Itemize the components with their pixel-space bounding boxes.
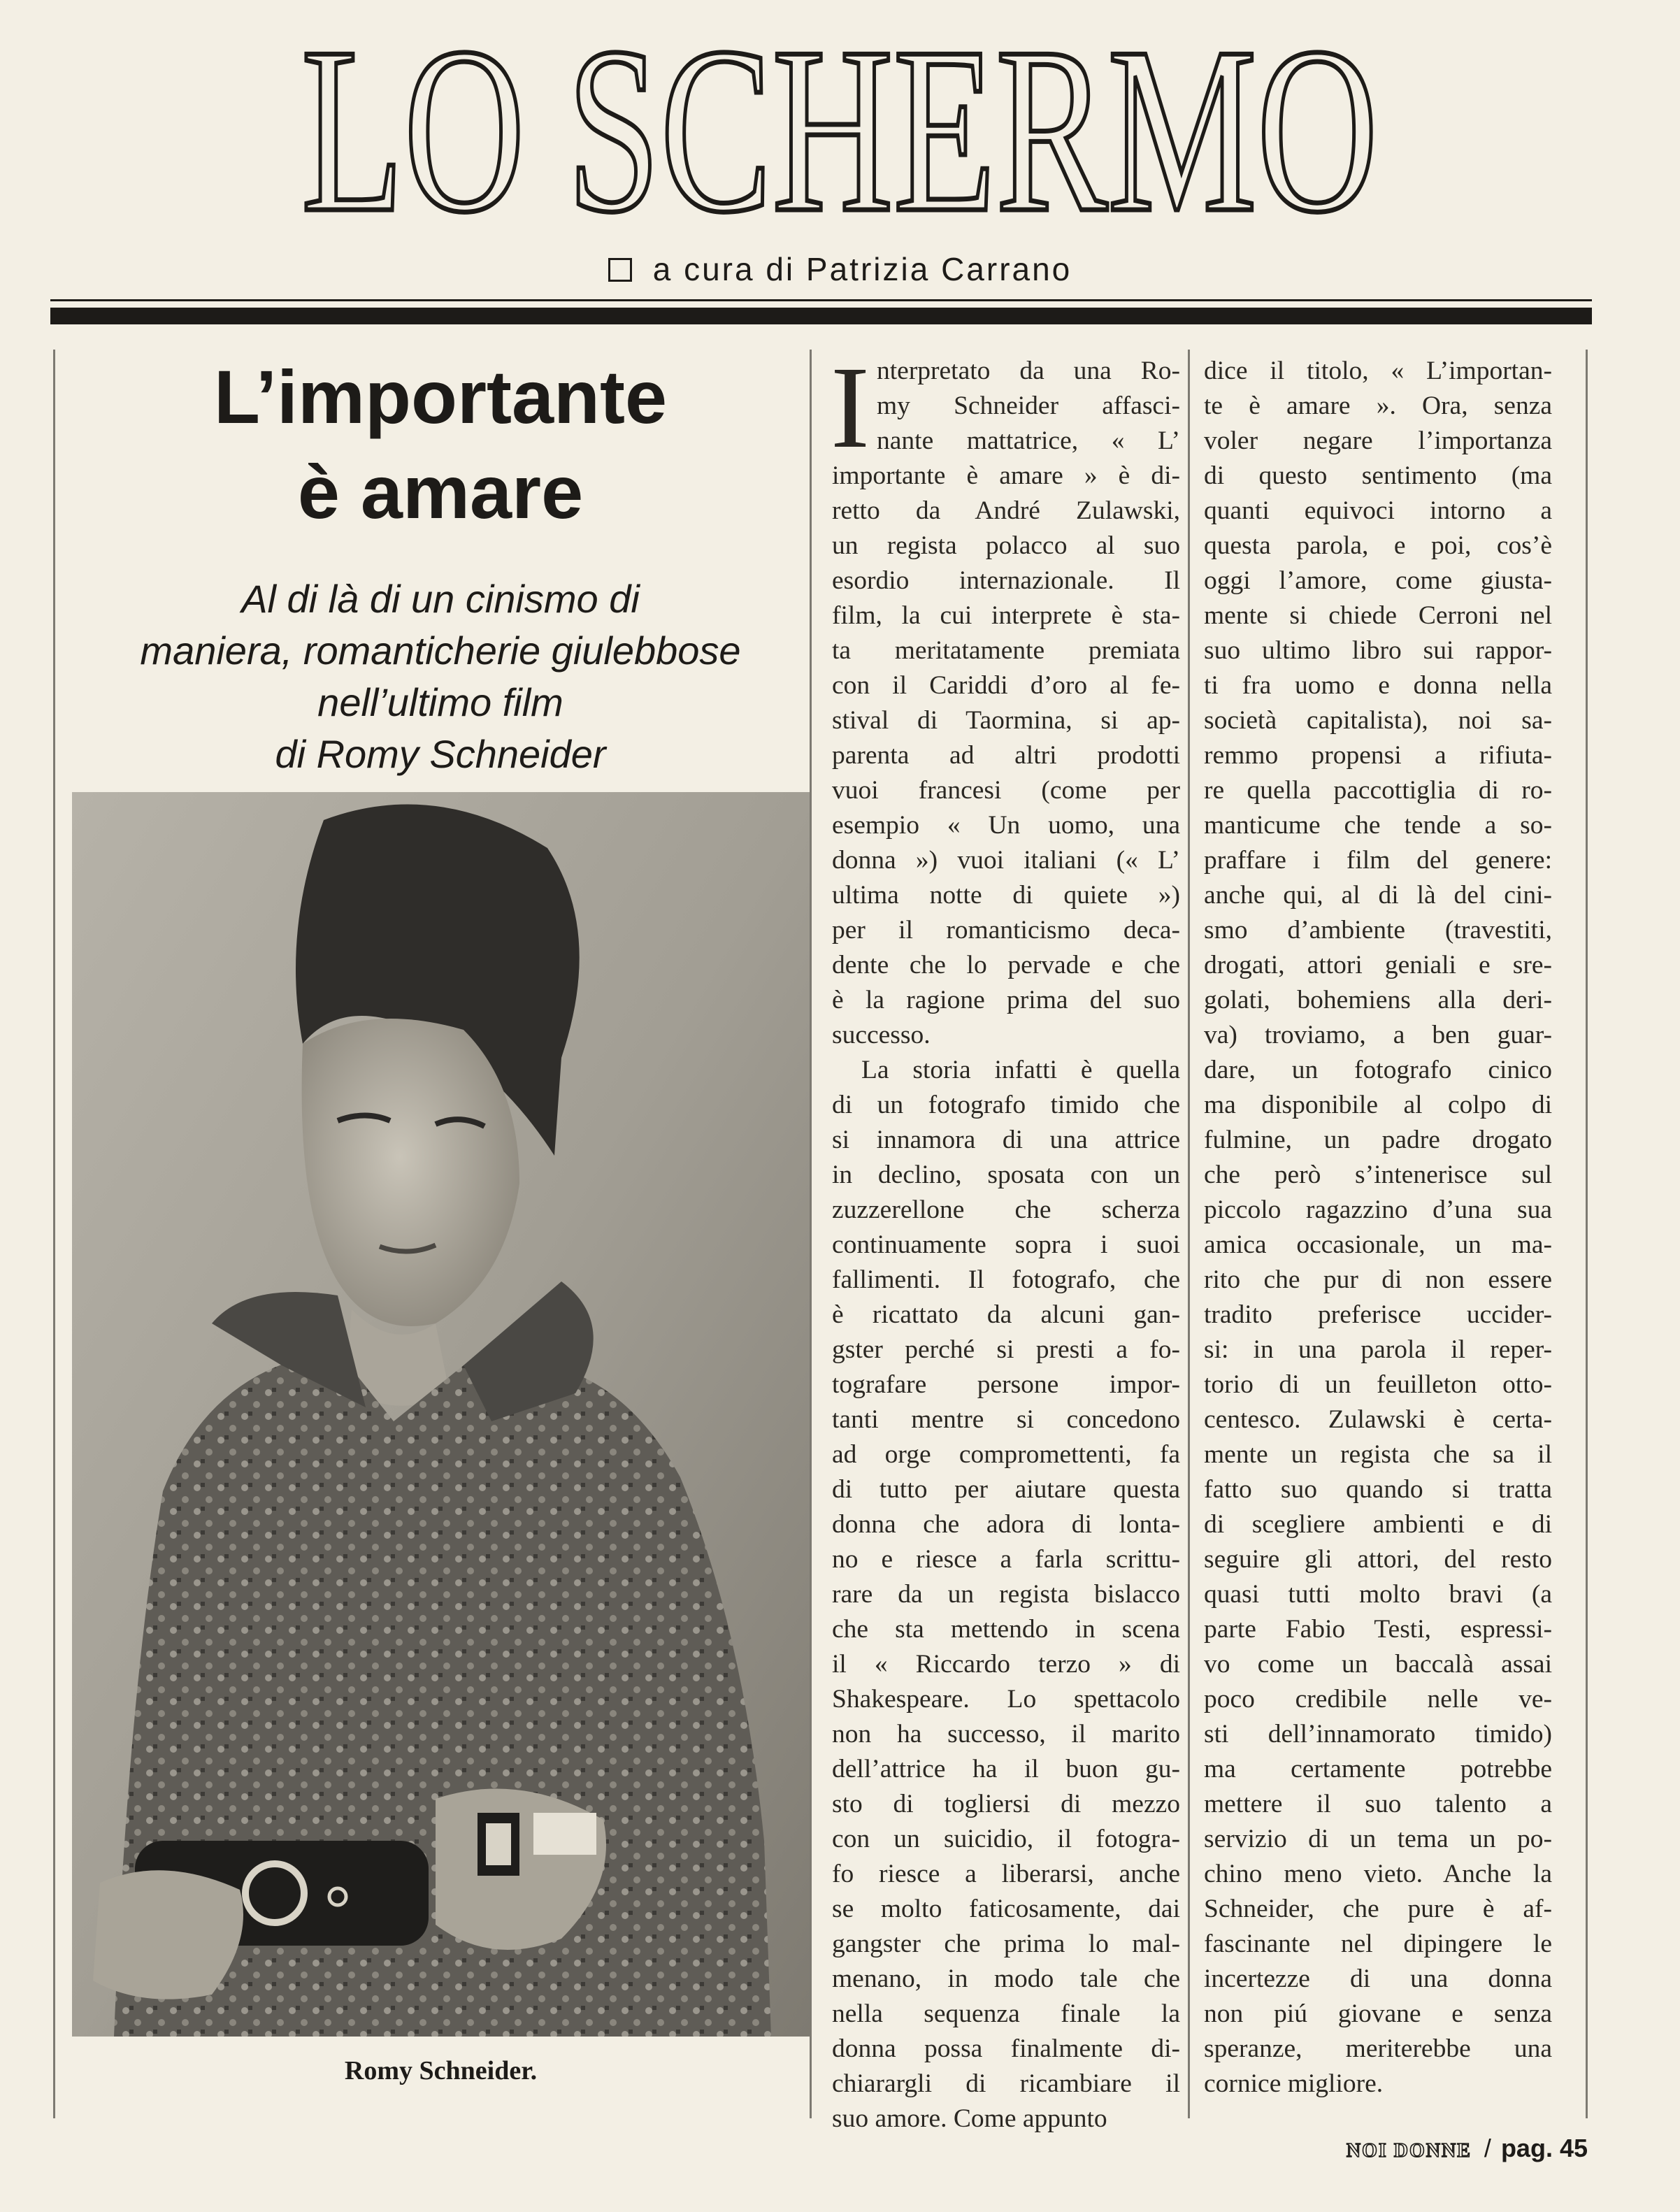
text-line: amica occasionale, un ma- [1204,1230,1552,1259]
text-line: voler negare l’importanza [1204,426,1552,455]
photo-caption: Romy Schneider. [344,2056,538,2085]
text-line: suo ultimo libro sui rappor- [1204,636,1552,665]
text-line: fo riesce a liberarsi, anche [832,1860,1180,1888]
text-line: manticume che tende a so- [1204,811,1552,840]
text-line: retto da André Zulawski, [832,496,1180,525]
drop-cap: I [831,343,870,473]
text-line: suo amore. Come appunto [832,2104,1107,2133]
text-line: fascinante nel dipingere le [1204,1930,1552,1958]
text-line: dare, un fotografo cinico [1204,1056,1552,1084]
text-line: speranze, meriterebbe una [1204,2034,1552,2063]
column-2-lines [1204,354,1552,2102]
text-line: ta meritatamente premiata [832,636,1180,665]
text-line: dente che lo pervade e che [832,951,1180,979]
text-line: di questo sentimento (ma [1204,461,1552,490]
top-rule-thin [50,299,1592,301]
column-divider-1 [810,350,812,2118]
subtitle-line: di Romy Schneider [275,732,606,776]
text-line: nterpretato da una Ro- [877,357,1180,385]
text-line: te è amare ». Ora, senza [1204,392,1552,420]
checkbox-square-icon [608,258,632,282]
text-line: ad orge compromettenti, fa [832,1440,1180,1469]
page-number: pag. 45 [1500,2134,1588,2162]
page-footer [1347,2134,1588,2163]
text-line: parte Fabio Testi, espressi- [1204,1615,1552,1644]
text-line: chino meno vieto. Anche la [1204,1860,1552,1888]
text-line: importante è amare » è di- [832,461,1180,490]
text-line: torio di un feuilleton otto- [1204,1370,1552,1399]
text-line: va) troviamo, a ben guar- [1204,1021,1552,1049]
text-line: drogati, attori geniali e sre- [1204,951,1552,979]
text-line: praffare i film del genere: [1204,846,1552,875]
magazine-name: NOI DONNE [1346,2140,1472,2162]
text-line: nante mattatrice, « L’ [877,426,1180,455]
text-line: rito che pur di non essere [1204,1265,1552,1294]
text-line: si innamora di una attrice [832,1126,1180,1154]
column-1-lines [831,343,1180,2136]
byline-text: a cura di Patrizia Carrano [652,251,1072,287]
text-line: donna possa finalmente di- [832,2034,1180,2063]
portrait-photo [72,792,810,2037]
article-title [77,350,804,540]
text-line: si: in una parola il reper- [1204,1335,1552,1364]
text-line: ultima notte di quiete ») [832,881,1180,910]
article-subtitle [77,573,804,780]
text-line: di un fotografo timido che [832,1091,1180,1119]
text-line: fatto suo quando si tratta [1204,1475,1552,1504]
text-line: esempio « Un uomo, una [832,811,1180,840]
text-line: continuamente sopra i suoi [832,1230,1180,1259]
column-divider-2 [1188,350,1190,2118]
text-line: centesco. Zulawski è certa- [1204,1405,1552,1434]
text-line: ma disponibile al colpo di [1204,1091,1552,1119]
text-line: tradito preferisce uccider- [1204,1300,1552,1329]
text-line: dell’attrice ha il buon gu- [832,1755,1180,1783]
text-line: poco credibile nelle ve- [1204,1685,1552,1714]
text-line: per il romanticismo deca- [832,916,1180,945]
text-line: vo come un baccalà assai [1204,1650,1552,1679]
text-line: Shakespeare. Lo spettacolo [832,1685,1180,1714]
text-line: mettere il suo talento a [1204,1790,1552,1818]
text-line: no e riesce a farla scrittu- [832,1545,1180,1574]
top-rule-thick [50,308,1592,324]
title-line-2: è amare [297,450,584,534]
text-line: è la ragione prima del suo [832,986,1180,1014]
subtitle-line: maniera, romanticherie giulebbose [140,629,741,673]
text-line: di scegliere ambienti e di [1204,1510,1552,1539]
text-line: Schneider, che pure è af- [1204,1895,1552,1923]
text-line: chiarargli di ricambiare il [832,2069,1180,2098]
text-line: mente un regista che sa il [1204,1440,1552,1469]
text-line: ma certamente potrebbe [1204,1755,1552,1783]
subtitle-line: nell’ultimo film [317,680,563,724]
text-line: tanti mentre si concedono [832,1405,1180,1434]
text-line: stival di Taormina, si ap- [832,706,1180,735]
text-line: remmo propensi a rifiuta- [1204,741,1552,770]
text-line: seguire gli attori, del resto [1204,1545,1552,1574]
text-line: gangster che prima lo mal- [832,1930,1180,1958]
text-line: esordio internazionale. Il [832,566,1180,595]
text-line: La storia infatti è quella [861,1056,1180,1084]
text-line: piccolo ragazzino d’una sua [1204,1195,1552,1224]
byline [0,250,1680,288]
text-line: anche qui, al di là del cini- [1204,881,1552,910]
text-line: di tutto per aiutare questa [832,1475,1180,1504]
text-line: oggi l’amore, come giusta- [1204,566,1552,595]
text-line: parenta ad altri prodotti [832,741,1180,770]
text-line: con un suicidio, il fotogra- [832,1825,1180,1853]
text-line: un regista polacco al suo [832,531,1180,560]
text-line: società capitalista), noi sa- [1204,706,1552,735]
article-column-1 [831,343,1180,2136]
text-line: sto di togliersi di mezzo [832,1790,1180,1818]
text-line: rare da un regista bislacco [832,1580,1180,1609]
masthead [0,28,1680,238]
text-line: cornice migliore. [1204,2069,1384,2098]
text-line: che però s’intenerisce sul [1204,1161,1552,1189]
text-line: menano, in modo tale che [832,1965,1180,1993]
text-line: questa parola, e poi, cos’è [1204,531,1552,560]
right-border-line [1586,350,1588,2118]
text-line: vuoi francesi (come per [832,776,1180,805]
text-line: che sta mettendo in scena [832,1615,1180,1644]
text-line: non ha successo, il marito [832,1720,1180,1748]
masthead-title: LO SCHERMO [301,28,1378,238]
text-line: gster perché si presti a fo- [832,1335,1180,1364]
text-line: donna ») vuoi italiani (« L’ [832,846,1180,875]
text-line: film, la cui interprete è sta- [832,601,1180,630]
article-column-2 [1204,354,1552,2102]
title-line-1: L’importante [213,354,668,439]
text-line: re quella paccottiglia di ro- [1204,776,1552,805]
text-line: quanti equivoci intorno a [1204,496,1552,525]
text-line: dice il titolo, « L’importan- [1204,357,1552,385]
text-line: se molto faticosamente, dai [832,1895,1180,1923]
text-line: non piú giovane e senza [1204,1999,1552,2028]
text-line: golati, bohemiens alla deri- [1204,986,1552,1014]
text-line: è ricattato da alcuni gan- [832,1300,1180,1329]
text-line: zuzzerellone che scherza [832,1195,1180,1224]
text-line: fallimenti. Il fotografo, che [832,1265,1180,1294]
text-line: incertezze di una donna [1204,1965,1552,1993]
text-line: nella sequenza finale la [832,1999,1180,2028]
text-line: ti fra uomo e donna nella [1204,671,1552,700]
text-line: successo. [832,1021,931,1049]
text-line: servizio di un tema un po- [1204,1825,1552,1853]
text-line: fulmine, un padre drogato [1204,1126,1552,1154]
text-line: quasi tutti molto bravi (a [1204,1580,1552,1609]
text-line: sti dell’innamorato timido) [1204,1720,1552,1748]
text-line: smo d’ambiente (travestiti, [1204,916,1552,945]
text-line: il « Riccardo terzo » di [832,1650,1180,1679]
text-line: donna che adora di lonta- [832,1510,1180,1539]
left-border-line [53,350,55,2118]
text-line: in declino, sposata con un [832,1161,1180,1189]
subtitle-line: Al di là di un cinismo di [241,577,640,621]
text-line: con il Cariddi d’oro al fe- [832,671,1180,700]
text-line: tografare persone impor- [832,1370,1180,1399]
text-line: my Schneider affasci- [877,392,1180,420]
text-line: mente si chiede Cerroni nel [1204,601,1552,630]
footer-separator: / [1484,2134,1491,2162]
